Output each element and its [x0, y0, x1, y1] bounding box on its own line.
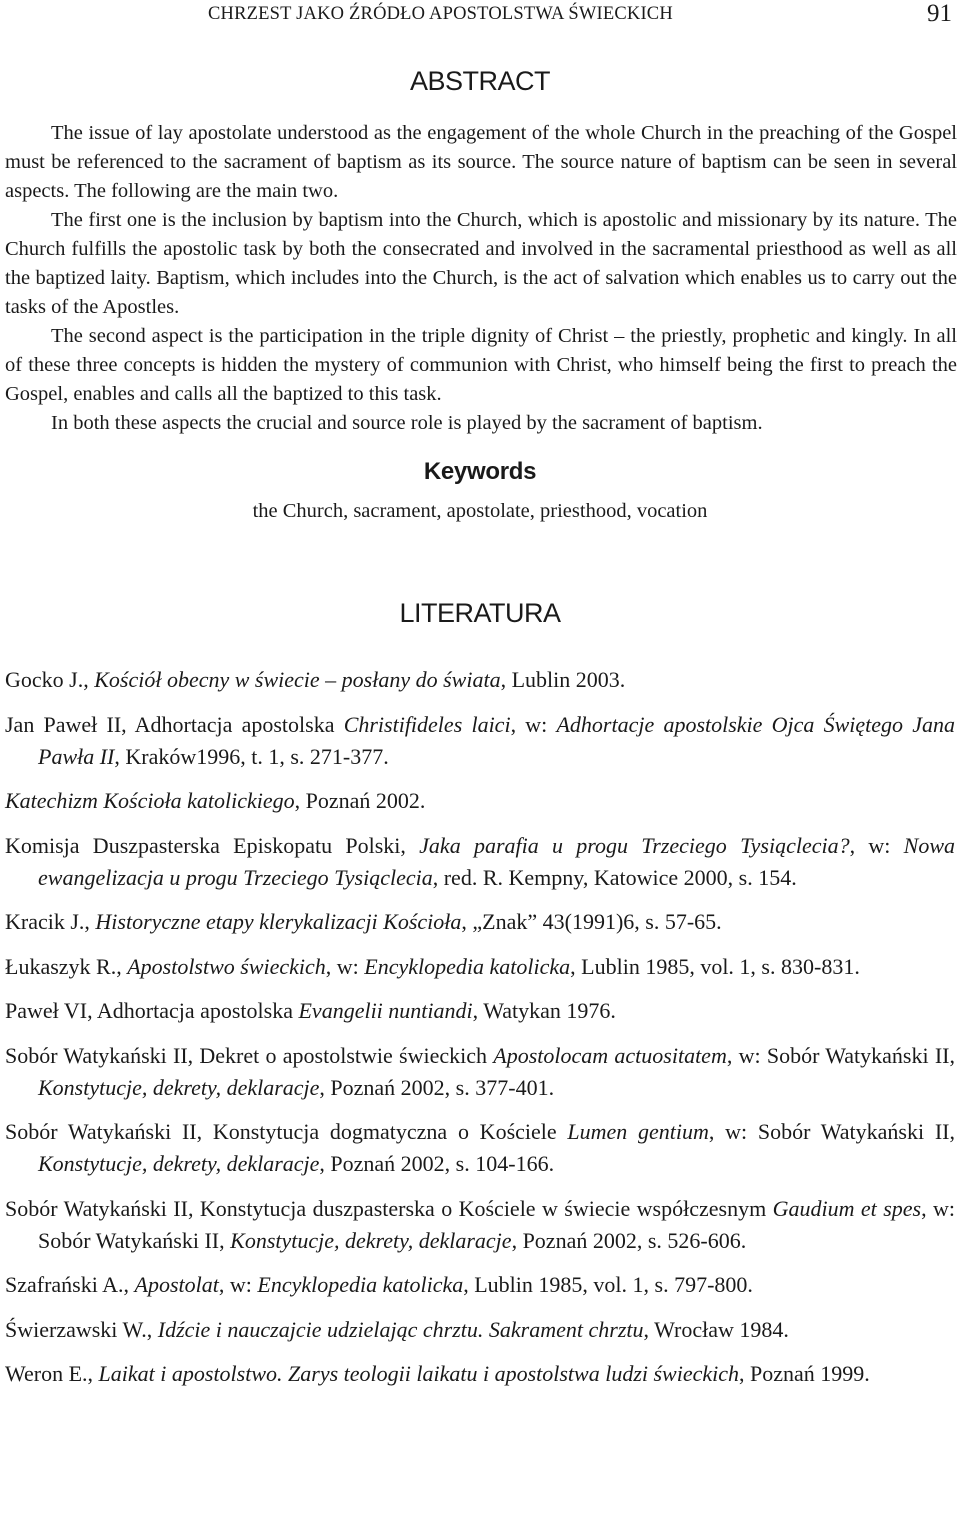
reference-text: Jan Paweł II, Adhortacja apostolska — [5, 711, 344, 737]
reference-entry — [5, 951, 955, 983]
reference-entry — [5, 664, 955, 696]
reference-text: , Lublin 1985, vol. 1, s. 797-800. — [463, 1272, 753, 1297]
reference-title: Christifideles laici — [343, 711, 511, 737]
reference-text: , w: — [325, 953, 365, 979]
reference-title: Encyklopedia katolicka — [257, 1272, 464, 1297]
reference-text: , w: Sobór Watykański II, — [708, 1119, 956, 1144]
reference-title: Adhortacje apostolskie Ojca Świętego Jana Pawła II — [38, 711, 956, 769]
reference-entry — [5, 1358, 955, 1390]
reference-entry — [5, 709, 955, 773]
reference-entry — [5, 1116, 955, 1180]
reference-title: Lumen gentium — [567, 1119, 709, 1144]
reference-text: Kracik J., — [5, 909, 96, 934]
reference-title: Konstytucje, dekrety, deklaracje — [38, 1151, 320, 1176]
reference-title: Apostolocam actuositatem — [493, 1042, 727, 1068]
reference-text: Szafrański A., — [5, 1272, 135, 1297]
reference-title: Gaudium et spes — [772, 1195, 922, 1221]
reference-text: Komisja Duszpasterska Episkopatu Polski, — [5, 832, 420, 858]
abstract-paragraph: The second aspect is the participation in the triple dignity of Christ – the priestly, prophetic and kingly. In all of these three concepts is hidden the mystery of communion with Christ, who himself being the first to preach the Gospel, enables and calls all the baptized to this task. — [5, 325, 957, 405]
reference-text: , „Znak” 43(1991)6, s. 57-65. — [461, 909, 722, 934]
reference-entry — [5, 995, 955, 1027]
keywords-heading: Keywords — [423, 458, 537, 485]
reference-text: , w: — [510, 711, 557, 737]
reference-title: Kościół obecny w świecie – posłany do świata — [94, 667, 501, 692]
reference-title: Laikat i apostolstwo. Zarys teologii laikatu i apostolstwa ludzi świeckich — [98, 1361, 740, 1386]
reference-entry — [5, 1193, 955, 1257]
reference-title: Encyklopedia katolicka — [364, 953, 571, 979]
reference-title: Katechizm Kościoła katolickiego — [5, 788, 295, 813]
reference-title: Evangelii nuntiandi — [298, 998, 473, 1023]
reference-text: , Poznań 1999. — [739, 1361, 870, 1386]
reference-entry — [5, 1040, 955, 1104]
reference-title: Jaka parafia u progu Trzeciego Tysiąclecia? — [419, 832, 850, 858]
page-number: 91 — [927, 0, 952, 27]
literature-heading: LITERATURA — [399, 598, 561, 628]
keywords-text: the Church, sacrament, apostolate, priesthood, vocation — [252, 500, 708, 522]
running-header — [0, 0, 960, 30]
reference-text: Weron E., — [5, 1361, 99, 1386]
abstract-heading: ABSTRACT — [409, 66, 551, 96]
reference-text: , red. R. Kempny, Katowice 2000, s. 154. — [432, 864, 797, 890]
reference-title: Konstytucje, dekrety, deklaracje — [38, 1074, 320, 1100]
reference-text: , Watykan 1976. — [472, 998, 616, 1023]
reference-text: Sobór Watykański II, Dekret o apostolstwie świeckich — [5, 1042, 494, 1068]
reference-text: , w: Sobór Watykański II, — [38, 1195, 956, 1253]
reference-text: , Lublin 2003. — [500, 667, 626, 692]
abstract-paragraph: The first one is the inclusion by baptism into the Church, which is apostolic and missionary by its nature. The Church fulfills the apostolic task by both the consecrated and involved in the sacramental priesthood as well as all the baptized laity. Baptism, which includes into the Church, is the act of salvation which enables us to carry out the tasks of the Apostles. — [5, 209, 957, 318]
reference-text: , Poznań 2002, s. 526-606. — [511, 1227, 747, 1253]
reference-text: , w: — [849, 832, 904, 858]
reference-text: , Poznań 2002, s. 104-166. — [319, 1151, 555, 1176]
running-title: CHRZEST JAKO ŹRÓDŁO APOSTOLSTWA ŚWIECKICH — [208, 4, 673, 24]
reference-text: Świerzawski W., — [5, 1316, 158, 1342]
reference-entry — [5, 1269, 955, 1301]
reference-entry — [5, 785, 955, 817]
reference-text: Sobór Watykański II, Konstytucja dogmatyczna o Kościele — [5, 1119, 568, 1144]
reference-text: , Lublin 1985, vol. 1, s. 830-831. — [570, 953, 860, 979]
reference-text: Sobór Watykański II, Konstytucja duszpasterska o Kościele w świecie współczesnym — [5, 1195, 773, 1221]
reference-title: Historyczne etapy klerykalizacji Kościoła — [95, 909, 462, 934]
abstract-body — [5, 119, 957, 438]
reference-text: , w: — [218, 1272, 258, 1297]
reference-title: Apostolstwo świeckich — [127, 953, 326, 979]
reference-entry — [5, 906, 955, 938]
reference-text: , Poznań 2002. — [294, 788, 426, 813]
reference-title: Idźcie i nauczajcie udzielając chrztu. Sakrament chrztu — [157, 1316, 644, 1342]
reference-text: , w: Sobór Watykański II, — [726, 1042, 955, 1068]
reference-title: Apostolat — [134, 1272, 219, 1297]
reference-text: Łukaszyk R., — [5, 953, 128, 979]
reference-entry — [5, 1314, 955, 1346]
reference-text: , Kraków1996, t. 1, s. 271-377. — [114, 743, 389, 769]
reference-title: Nowa ewangelizacja u progu Trzeciego Tysiąclecia — [38, 832, 956, 890]
reference-text: Paweł VI, Adhortacja apostolska — [5, 998, 299, 1023]
reference-title: Konstytucje, dekrety, deklaracje — [230, 1227, 512, 1253]
reference-entry — [5, 830, 955, 894]
reference-list — [5, 664, 955, 1403]
abstract-paragraph: The issue of lay apostolate understood as the engagement of the whole Church in the preaching of the Gospel must be referenced to the sacrament of baptism as its source. The source nature of baptism can be seen in several aspects. The following are the main two. — [5, 122, 957, 202]
abstract-paragraph: In both these aspects the crucial and source role is played by the sacrament of baptism. — [51, 412, 763, 434]
reference-text: , Wrocław 1984. — [643, 1316, 789, 1342]
reference-text: Gocko J., — [5, 667, 95, 692]
reference-text: , Poznań 2002, s. 377-401. — [319, 1074, 555, 1100]
